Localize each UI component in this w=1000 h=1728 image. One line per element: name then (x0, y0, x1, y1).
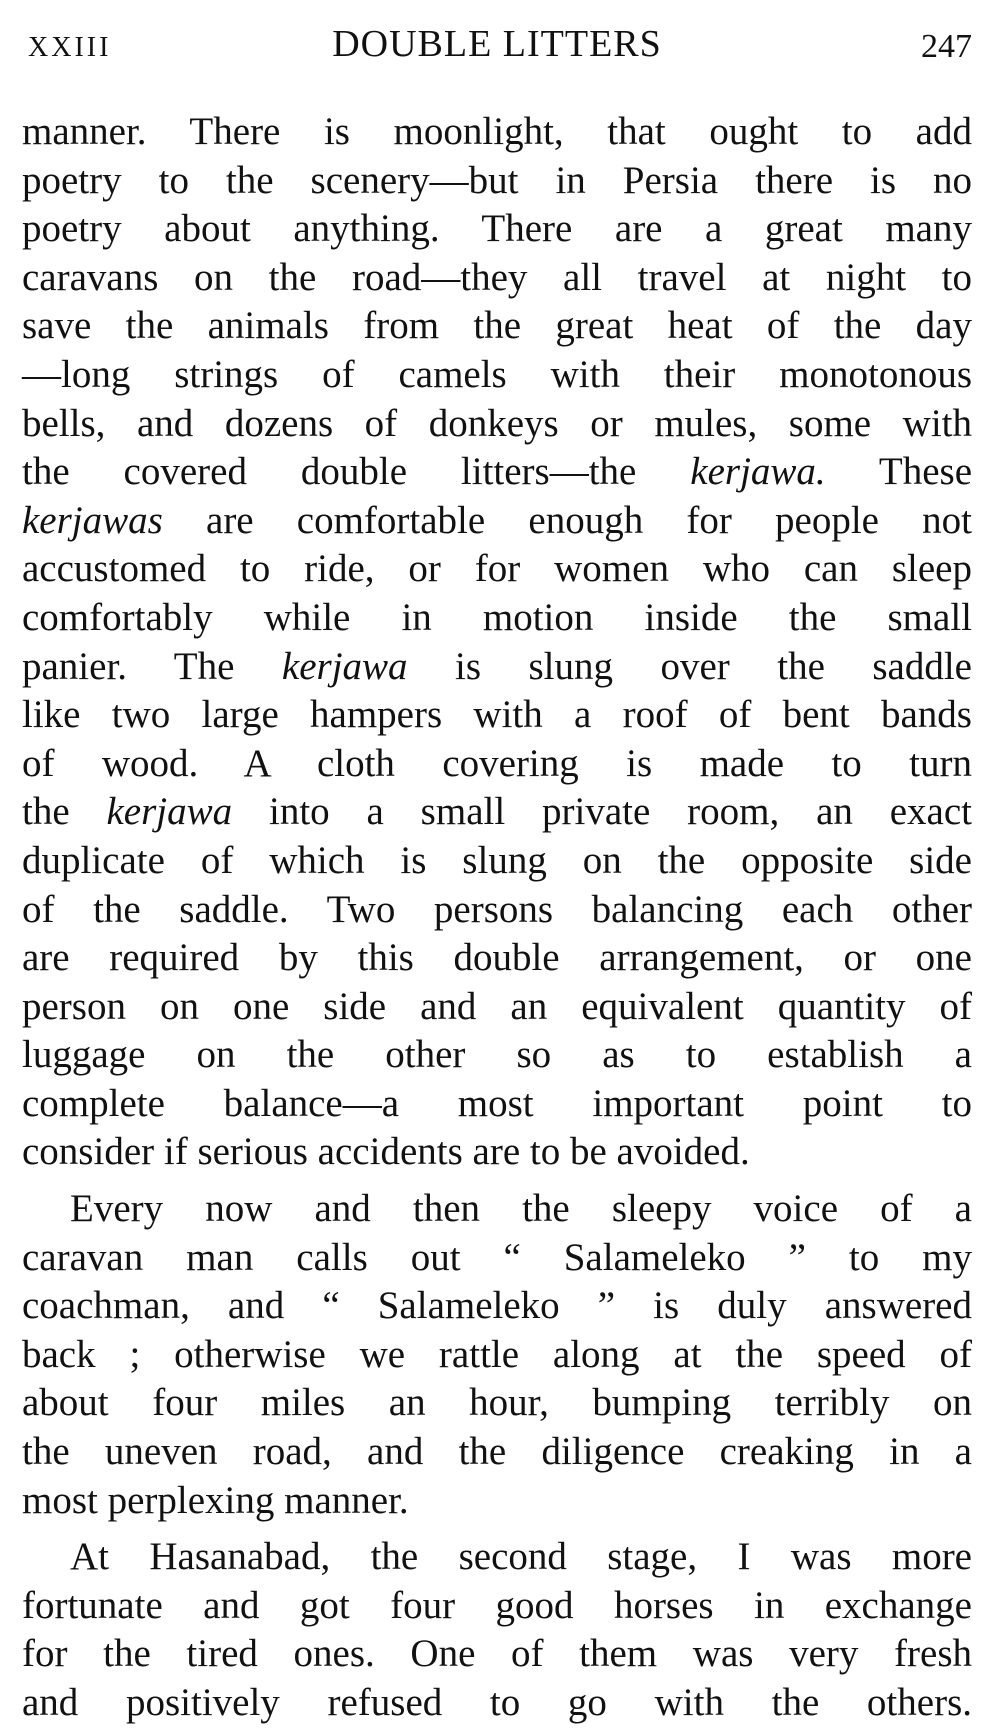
running-head (22, 22, 972, 78)
text-segment: of the saddle. Two persons balancing each other (22, 887, 972, 931)
text-segment: caravans on the road—they all travel at night to (22, 255, 972, 299)
text-line (22, 643, 972, 692)
text-segment: manner. There is moonlight, that ought to add (22, 110, 972, 153)
text-line (22, 351, 972, 400)
text-segment: coachman, and “ Salameleko ” is duly answered (22, 1284, 972, 1328)
text-line (22, 1128, 972, 1177)
text-segment: are comfortable enough for people not (162, 498, 972, 542)
text-segment: like two large hampers with a roof of bent bands (22, 693, 972, 737)
text-line (22, 1582, 972, 1631)
text-line (22, 1282, 972, 1331)
italic-word: kerjawa (281, 644, 408, 688)
body-text (22, 108, 972, 1728)
text-line (22, 302, 972, 351)
text-line (22, 1428, 972, 1477)
text-segment: bells, and dozens of donkeys or mules, some with (22, 401, 972, 445)
text-line (22, 1679, 972, 1728)
text-segment: complete balance—a most important point to (22, 1081, 972, 1125)
running-title: DOUBLE LITTERS (332, 23, 662, 65)
text-line (22, 254, 972, 303)
text-segment: These (825, 450, 973, 494)
text-segment: of wood. A cloth covering is made to turn (22, 741, 972, 785)
text-segment: is slung over the saddle (407, 644, 972, 688)
text-segment: panier. The (22, 644, 282, 688)
text-segment: person on one side and an equivalent quantity of (22, 984, 972, 1028)
page-number: 247 (921, 28, 972, 65)
text-line (22, 545, 972, 594)
chapter-number: XXIII (28, 32, 112, 63)
text-segment: caravan man calls out “ Salameleko ” to my (22, 1235, 972, 1279)
text-segment: —long strings of camels with their monotonous (22, 352, 972, 396)
text-line (22, 1031, 972, 1080)
text-segment: duplicate of which is slung on the opposite side (22, 838, 972, 882)
text-segment: poetry about anything. There are a great many (22, 207, 972, 251)
text-segment: for the tired ones. One of them was very fresh (22, 1632, 972, 1676)
text-segment: consider if serious accidents are to be avoided. (22, 1130, 750, 1174)
text-line (22, 1234, 972, 1283)
text-segment: back ; otherwise we rattle along at the speed of (22, 1332, 972, 1376)
text-segment: fortunate and got four good horses in exchange (22, 1583, 972, 1627)
italic-word: kerjawa (106, 790, 233, 834)
text-line (22, 1379, 972, 1428)
text-segment: most perplexing manner. (22, 1478, 409, 1522)
text-line (22, 497, 972, 546)
text-line (22, 400, 972, 449)
text-segment: poetry to the scenery—but in Persia there is no (22, 158, 972, 202)
text-line (22, 1630, 972, 1679)
text-line (22, 934, 972, 983)
text-segment: Every now and then the sleepy voice of a (70, 1187, 972, 1231)
text-line (22, 1477, 972, 1526)
text-line (22, 788, 972, 837)
text-line (22, 691, 972, 740)
text-line (22, 1533, 972, 1582)
text-segment: luggage on the other so as to establish a (22, 1033, 972, 1077)
text-line (22, 205, 972, 254)
text-line (22, 1080, 972, 1129)
text-segment: comfortably while in motion inside the small (22, 595, 972, 639)
text-line (22, 886, 972, 935)
text-segment: the uneven road, and the diligence creaking in a (22, 1430, 972, 1474)
text-segment: about four miles an hour, bumping terribly on (22, 1381, 972, 1425)
text-line (22, 983, 972, 1032)
text-line (22, 108, 972, 157)
text-segment: the (22, 790, 107, 834)
text-segment: into a small private room, an exact (232, 790, 972, 834)
text-line (22, 740, 972, 789)
italic-word: kerjawa. (690, 450, 826, 494)
text-line (22, 157, 972, 206)
text-segment: and positively refused to go with the others. (22, 1681, 972, 1724)
text-segment: At Hasanabad, the second stage, I was more (70, 1535, 972, 1579)
text-segment: the covered double litters—the (22, 450, 691, 494)
text-segment: save the animals from the great heat of the day (22, 304, 972, 348)
text-segment: are required by this double arrangement, or one (22, 936, 972, 980)
italic-word: kerjawas (22, 498, 163, 542)
text-line (22, 594, 972, 643)
text-line (22, 837, 972, 886)
text-line (22, 448, 972, 497)
book-page (22, 22, 973, 1724)
text-segment: accustomed to ride, or for women who can sleep (22, 547, 972, 591)
text-line (22, 1331, 972, 1380)
text-line (22, 1185, 972, 1234)
